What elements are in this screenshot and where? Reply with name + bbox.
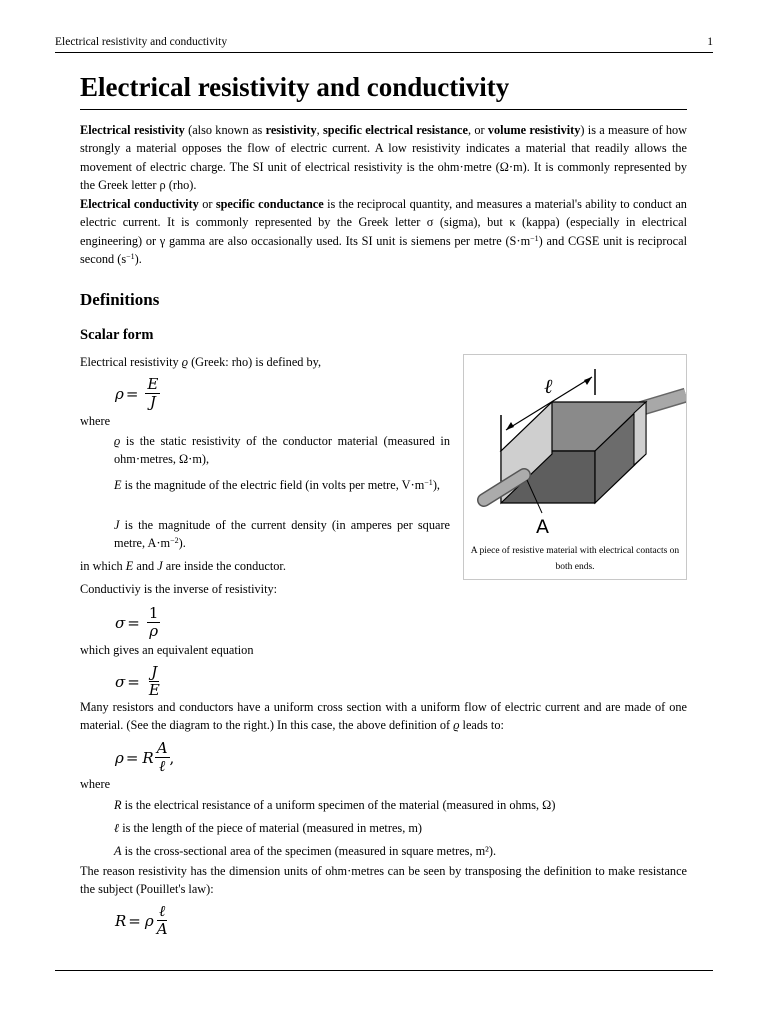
term-volume-resistivity: volume resistivity xyxy=(487,123,581,137)
header-rule xyxy=(55,52,713,53)
equation-pouillet-law: R = ρ $\frac{\text{ℓ}}{A}$ xyxy=(115,902,168,938)
resistivity-definition-intro: Electrical resistivity ϱ (Greek: rho) is defined by, xyxy=(80,355,322,369)
definition-l: ℓ is the length of the piece of material (measured in metres, m) xyxy=(114,821,422,835)
heading-scalar-form: Scalar form xyxy=(80,327,154,343)
footer-rule xyxy=(55,970,713,971)
equation-rho-r-a-over-l: ρ = R $\frac{A}{\text{ℓ}}$ , xyxy=(115,739,175,775)
conductivity-inverse-text: Conductiviy is the inverse of resistivity: xyxy=(80,582,278,596)
definition-r: R is the electrical resistance of a uniform specimen of the material (measured in ohms, Ω) xyxy=(114,798,556,812)
uniform-cross-section-paragraph: Many resistors and conductors have a uniform cross section with a uniform flow of electric current and are made of one material. (See the diagram to the right.) In this case, the above definition of ϱ leads to: xyxy=(80,700,687,733)
definition-a: A is the cross-sectional area of the specimen (measured in square metres, m²). xyxy=(114,844,497,858)
term-specific-electrical-resistance: specific electrical resistance xyxy=(323,123,468,137)
term-electrical-resistivity: Electrical resistivity xyxy=(80,123,185,137)
right-contact xyxy=(634,402,646,465)
inside-conductor-note: in which E and J are inside the conductor. xyxy=(80,559,286,573)
equation-sigma-one-over-rho: σ = $\frac{1}{\rho}$ xyxy=(115,604,159,640)
running-header xyxy=(55,36,713,48)
title-rule xyxy=(80,109,687,110)
intro-paragraph-conductivity: Electrical conductivity or specific conductance is the reciprocal quantity, and measures a material's ability to conduct an electric current. It is commonly represented by the Greek letter σ (sigma), but κ (kappa) (especially in electrical engineering) or γ gamma are also occasionally used. Its SI unit is siemens per metre $(S\cdot m^{-1})$ and CGSE unit is reciprocal second $(s^{-1})$. xyxy=(80,197,687,267)
resistor-diagram xyxy=(464,355,686,543)
where-label-1: where xyxy=(80,414,111,428)
intro-paragraph-resistivity: Electrical resistivity (also known as resistivity, specific electrical resistance, or volume resistivity) is a measure of how strongly a material opposes the flow of electric current. A low resistivity indicates a material that readily allows the movement of electric charge. The SI unit of electrical resistivity is the ohm⋅metre (Ω⋅m). It is commonly represented by the Greek letter ρ (rho). xyxy=(80,123,688,193)
equation-sigma-j-over-e: σ = $\frac{J}{E}$ xyxy=(115,663,160,699)
area-label: A xyxy=(536,516,549,538)
length-label: ℓ xyxy=(544,374,553,398)
where-label-2: where xyxy=(80,777,111,791)
equation-rho-e-over-j: ρ = $\frac{E}{J}$ xyxy=(115,375,159,411)
resistor-figure xyxy=(463,354,687,580)
pouillet-law-paragraph: The reason resistivity has the dimension units of ohm⋅metres can be seen by transposing the definition to make resistance the subject (Pouillet's law): xyxy=(80,864,687,897)
definition-e: E is the magnitude of the electric field (in volts per metre, $V\cdot m^{-1}$), xyxy=(114,478,440,492)
term-resistivity: resistivity xyxy=(265,123,317,137)
heading-definitions: Definitions xyxy=(80,290,160,309)
page-number: 1 xyxy=(707,36,713,48)
definition-rho: ϱ is the static resistivity of the conductor material (measured in ohm⋅metres, Ω⋅m), xyxy=(114,434,450,467)
term-specific-conductance: specific conductance xyxy=(215,197,324,211)
term-electrical-conductivity: Electrical conductivity xyxy=(80,197,199,211)
page-title: Electrical resistivity and conductivity xyxy=(80,72,510,102)
definition-j: J is the magnitude of the current density (in amperes per square metre, $A\cdot m^{-2}$). xyxy=(114,518,450,551)
figure-caption: A piece of resistive material with electrical contacts on both ends. xyxy=(470,546,680,572)
running-header-title: Electrical resistivity and conductivity xyxy=(55,36,228,48)
equivalent-equation-text: which gives an equivalent equation xyxy=(80,643,254,657)
